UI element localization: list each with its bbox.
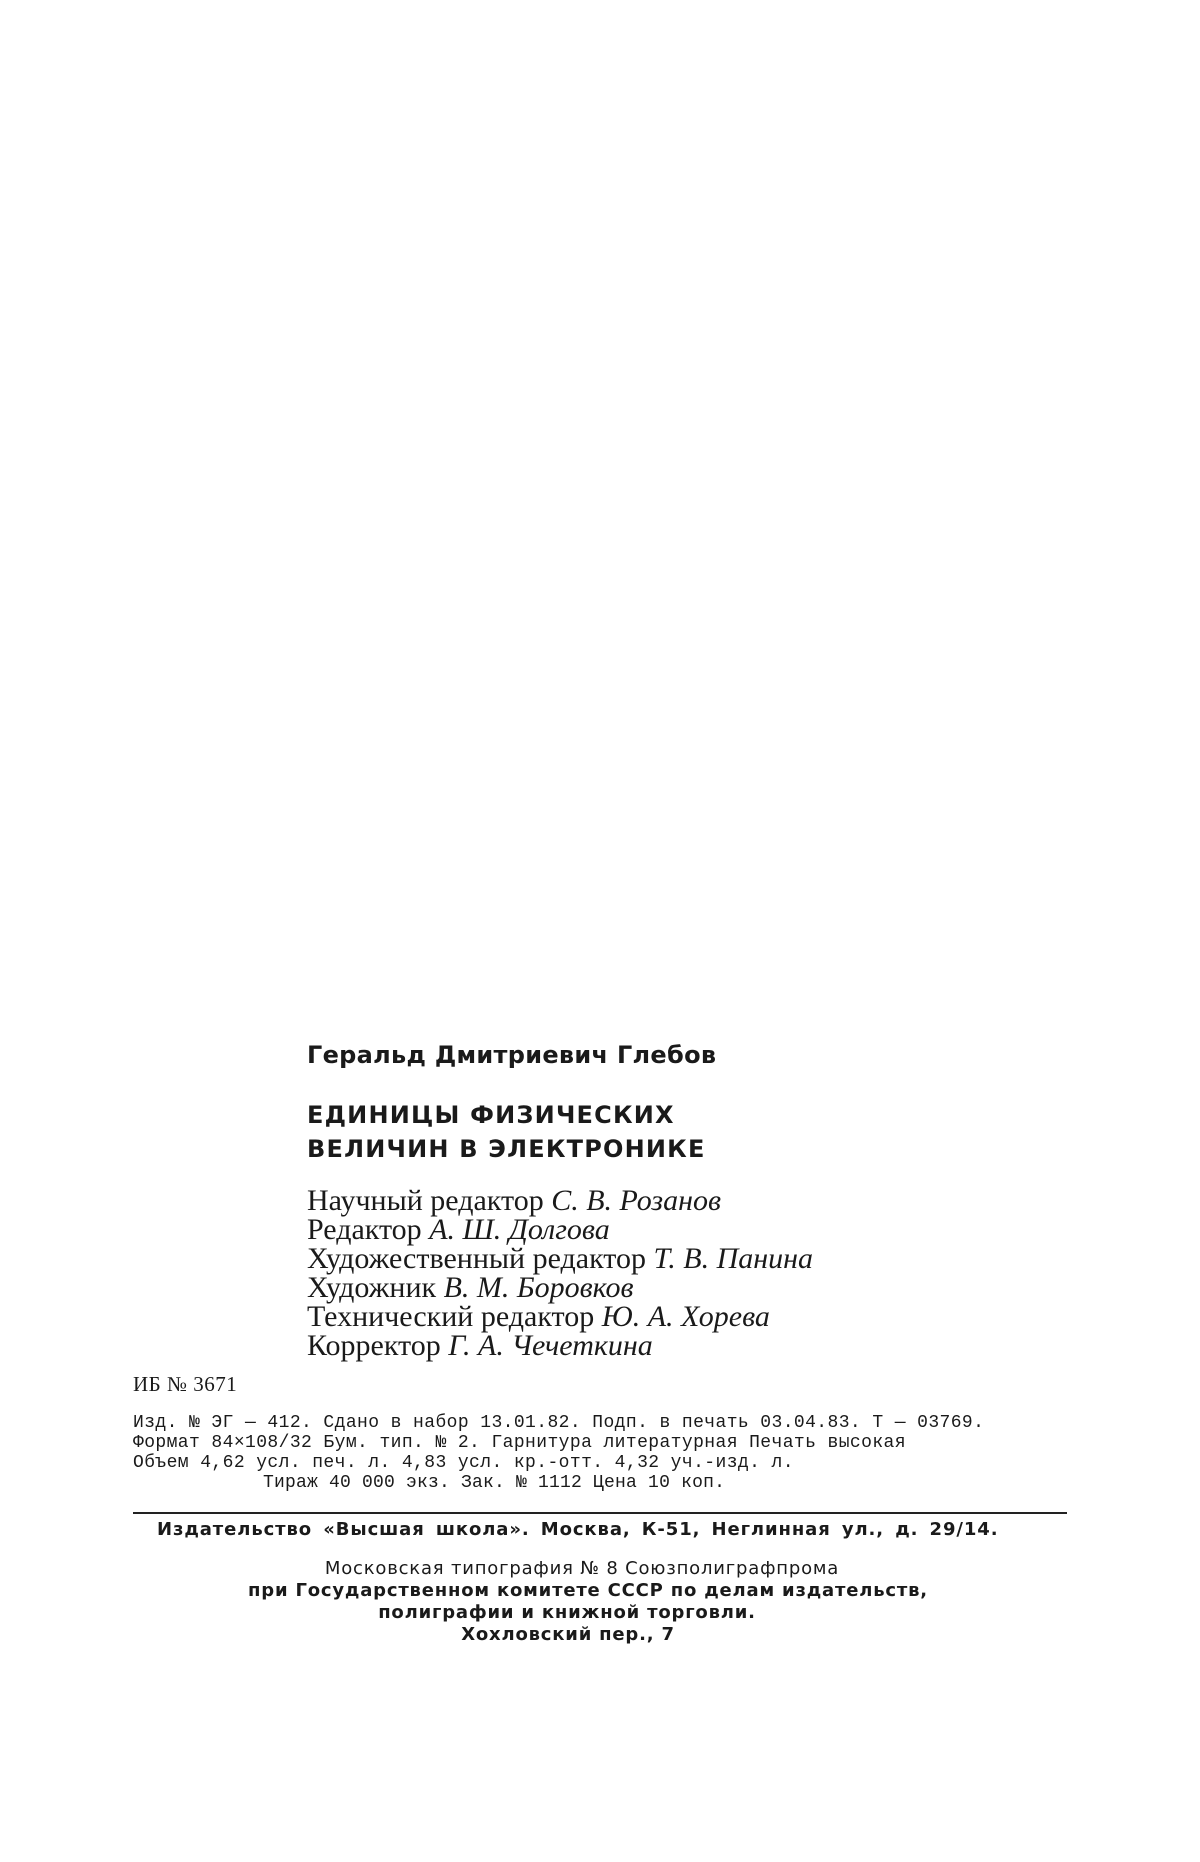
printer-line-4: Хохловский пер., 7 — [461, 1624, 675, 1645]
publisher-address: Издательство «Высшая школа». Москва, К-51, Неглинная ул., д. 29/14. — [157, 1519, 999, 1540]
credit-role: Художественный редактор — [307, 1242, 646, 1275]
author-name: Геральд Дмитриевич Глебов — [307, 1041, 717, 1069]
book-title-line-2: ВЕЛИЧИН В ЭЛЕКТРОНИКЕ — [307, 1135, 706, 1163]
credit-row-technical-editor — [307, 1302, 813, 1331]
credit-person: В. М. Боровков — [443, 1271, 634, 1304]
credit-person: А. Ш. Долгова — [429, 1213, 610, 1246]
credit-role: Технический редактор — [307, 1300, 595, 1333]
credit-role: Редактор — [307, 1213, 422, 1246]
credit-row-art-editor — [307, 1244, 813, 1273]
credit-person: С. В. Розанов — [551, 1184, 722, 1217]
credit-row-artist — [307, 1273, 813, 1302]
credit-role: Художник — [307, 1271, 437, 1304]
printer-line-1: Московская типография № 8 Союзполиграфпрома — [324, 1558, 840, 1579]
book-title-line-1: ЕДИНИЦЫ ФИЗИЧЕСКИХ — [307, 1101, 675, 1129]
editorial-credits — [307, 1186, 813, 1360]
credit-person: Ю. А. Хорева — [601, 1300, 770, 1333]
credit-row-scientific-editor — [307, 1186, 813, 1215]
printer-line-2: при Государственном комитете СССР по делам издательств, — [248, 1580, 928, 1601]
credit-person: Т. В. Панина — [653, 1242, 814, 1275]
credit-role: Научный редактор — [307, 1184, 544, 1217]
credit-row-editor — [307, 1215, 813, 1244]
print-spec-line-1: Изд. № ЭГ — 412. Сдано в набор 13.01.82. Подп. в печать 03.04.83. Т — 03769. — [133, 1413, 985, 1433]
credit-person: Г. А. Чечеткина — [448, 1329, 653, 1362]
credit-role: Корректор — [307, 1329, 441, 1362]
print-spec-line-2: Формат 84×108/32 Бум. тип. № 2. Гарнитура литературная Печать высокая — [133, 1433, 906, 1453]
credit-row-proofreader — [307, 1331, 813, 1360]
horizontal-divider — [133, 1512, 1067, 1514]
ib-number: ИБ № 3671 — [133, 1372, 238, 1396]
print-spec-line-3: Объем 4,62 усл. печ. л. 4,83 усл. кр.-отт. 4,32 уч.-изд. л. — [133, 1453, 794, 1473]
print-spec-line-4: Тираж 40 000 экз. Зак. № 1112 Цена 10 коп. — [263, 1473, 726, 1493]
printer-line-3: полиграфии и книжной торговли. — [378, 1602, 756, 1623]
